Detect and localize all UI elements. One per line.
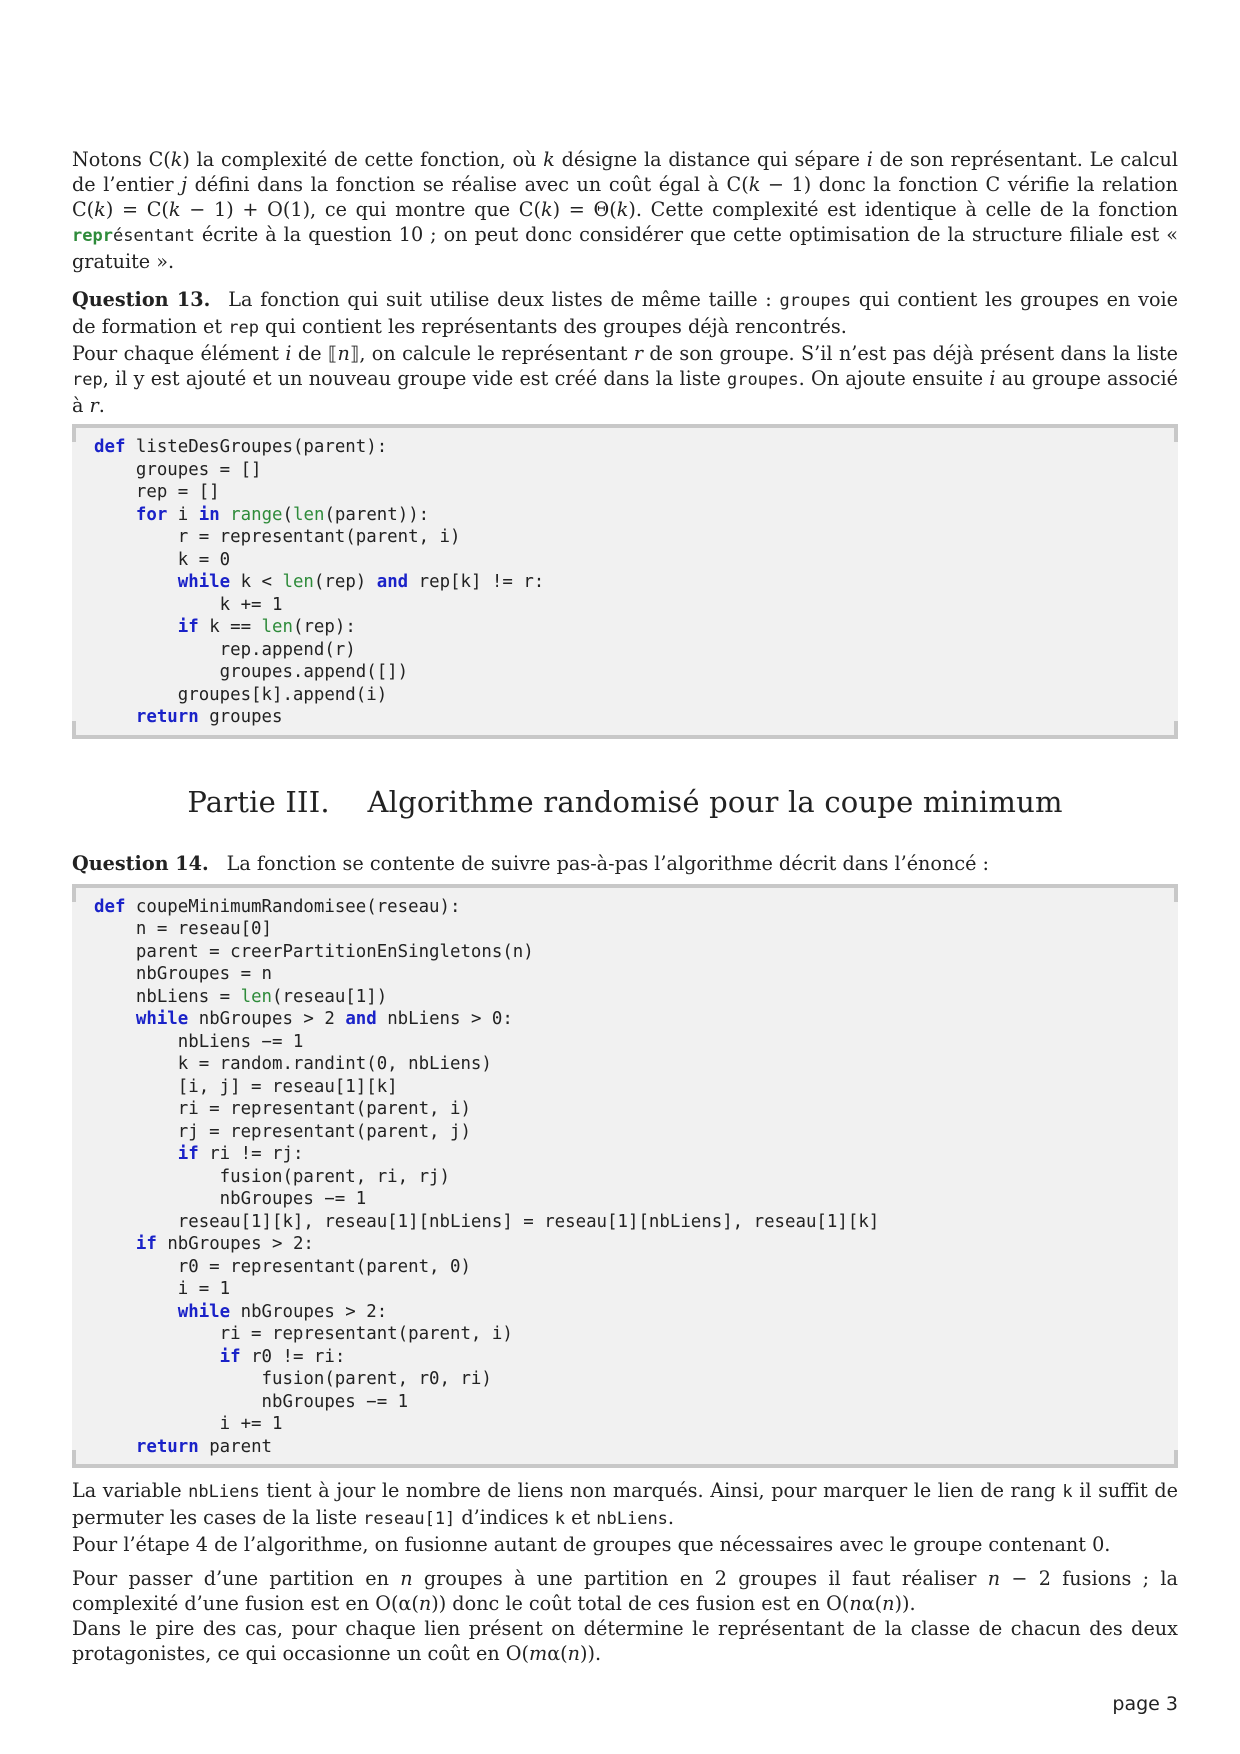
code-coupe-minimum: def coupeMinimumRandomisee(reseau): n = reseau[0] parent = creerPartitionEnSingletons(n) nbGroupes = n nbLiens = len(reseau[1]) while nbGroupes > 2 and nbLiens > 0: nbLiens −= 1 k = random.randint(0, nbLiens) [i, j] = reseau[1][k] ri = representant(parent, i) rj = representant(parent, j) if ri != rj: fusion(parent, ri, rj) nbGroupes −= 1 reseau[1][k], reseau[1][nbLiens] = reseau[1][nbLiens], reseau[1][k] if nbGroupes > 2: r0 = representant(parent, 0) i = 1 while nbGroupes > 2: ri = representant(parent, i) if r0 != ri: fusion(parent, r0, ri) nbGroupes −= 1 i += 1 return parent <box>94 896 880 1457</box>
section-number: Partie III. <box>187 784 330 819</box>
question-13-paragraph-2: Pour chaque élément i de ⟦n⟧, on calcule le représentant r de son groupe. S’il n’est pas déjà présent dans la liste rep, il y est ajouté et un nouveau groupe vide est créé dans la liste groupes. On ajoute ensuite i au groupe associé à r. <box>72 342 1179 417</box>
question-14-paragraph <box>72 851 1178 876</box>
intro-paragraph: Notons C(k) la complexité de cette fonction, où k désigne la distance qui sépare i de son représentant. Le calcul de l’entier j défini dans la fonction se réalise avec un coût égal à C(k − 1) donc la fonction C vérifie la relation C(k) = C(k − 1) + O(1), ce qui montre que C(k) = Θ(k). Cette complexité est identique à celle de la fonction représentant écrite à la question 10 ; on peut donc considérer que cette optimisation de la structure filiale est « gratuite ». <box>72 148 1179 273</box>
code-block-coupe-minimum <box>72 884 1178 1469</box>
explanation-paragraph-1: La variable nbLiens tient à jour le nombre de liens non marqués. Ainsi, pour marquer le lien de rang k il suffit de permuter les cases de la liste reseau[1] d’indices k et nbLiens. <box>72 1479 1178 1529</box>
question-14-label: Question 14. <box>72 851 209 875</box>
question-14-text: La fonction se contente de suivre pas-à-pas l’algorithme décrit dans l’énoncé : <box>226 851 989 875</box>
explanation-paragraph-3: Pour passer d’une partition en n groupes à une partition en 2 groupes il faut réaliser n − 2 fusions ; la complexité d’une fusion est en O(α(n)) donc le coût total de ces fusion est en O(nα(n)). <box>72 1567 1178 1615</box>
section-heading <box>72 785 1178 819</box>
code-liste-des-groupes: def listeDesGroupes(parent): groupes = [] rep = [] for i in range(len(parent)): r = representant(parent, i) k = 0 while k < len(rep) and rep[k] != r: k += 1 if k == len(rep): rep.append(r) groupes.append([]) groupes[k].append(i) return groupes <box>94 437 545 727</box>
question-13-paragraph <box>72 287 1178 341</box>
explanation-paragraph-2: Pour l’étape 4 de l’algorithme, on fusionne autant de groupes que nécessaires avec le groupe contenant 0. <box>72 1533 1111 1556</box>
code-block-liste-des-groupes <box>72 424 1178 739</box>
page-content <box>72 147 1178 1666</box>
question-13-label: Question 13. <box>72 288 211 311</box>
question-13-text: La fonction qui suit utilise deux listes de même taille : groupes qui contient les groupes en voie de formation et rep qui contient les représentants des groupes déjà rencontrés. <box>72 288 1179 338</box>
explanation-paragraph-4: Dans le pire des cas, pour chaque lien présent on détermine le représentant de la classe de chacun des deux protagonistes, ce qui occasionne un coût en O(mα(n)). <box>72 1617 1178 1665</box>
page-number: page 3 <box>1112 1693 1178 1715</box>
section-title: Algorithme randomisé pour la coupe minimum <box>367 784 1063 819</box>
